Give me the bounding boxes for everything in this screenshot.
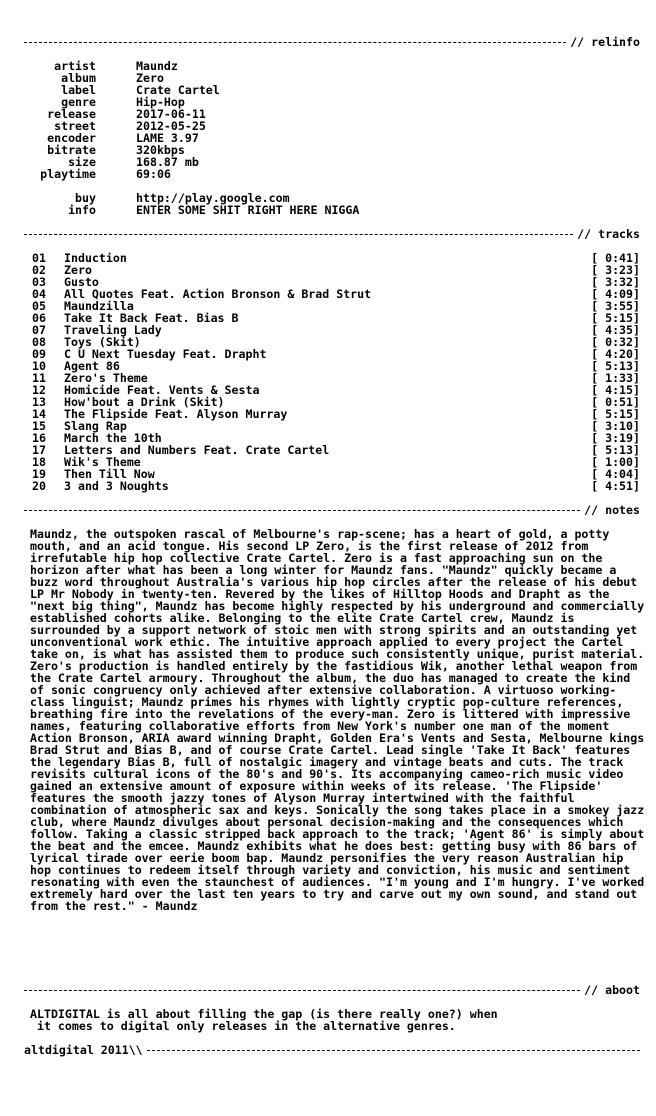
footer-divider (24, 1044, 640, 1056)
track-number: 09 (32, 347, 46, 361)
track-row (32, 264, 640, 276)
info-value: LAME 3.97 (136, 131, 199, 145)
track-number: 03 (32, 275, 46, 289)
track-number: 07 (32, 323, 46, 337)
track-title: Wik's Theme (64, 455, 141, 469)
track-duration: [ 0:51] (591, 395, 640, 409)
track-number: 17 (32, 443, 46, 457)
track-duration: [ 4:15] (591, 383, 640, 397)
info-key: playtime (40, 167, 96, 181)
track-duration: [ 5:15] (591, 407, 640, 421)
info-key: genre (61, 95, 96, 109)
track-row (32, 480, 640, 492)
track-duration: [ 3:23] (591, 263, 640, 277)
info-key: release (47, 107, 96, 121)
info-row (30, 60, 220, 72)
track-title: The Flipside Feat. Alyson Murray (64, 407, 288, 421)
dash-line (24, 990, 580, 991)
info-value: Maundz (136, 59, 178, 73)
notes-divider (24, 504, 640, 516)
dash-line (147, 1050, 640, 1051)
track-duration: [ 5:13] (591, 443, 640, 457)
track-number: 18 (32, 455, 46, 469)
track-duration: [ 4:51] (591, 479, 640, 493)
track-title: Maundzilla (64, 299, 134, 313)
track-duration: [ 4:35] (591, 323, 640, 337)
track-list (32, 252, 640, 492)
track-row (32, 348, 640, 360)
track-title: Letters and Numbers Feat. Crate Cartel (64, 443, 330, 457)
about-divider (24, 984, 640, 996)
notes-text: Maundz, the outspoken rascal of Melbourne's rap-scene; has a heart of gold, a potty mouth, and an acid tongue. His second LP Zero, is the first release of 2012 from irrefutable hip hop collective Crate Cartel. Zero is a fast approaching sun on the horizon after what has been a long winter for Maundz fans. "Maundz" quickly became a buzz word throughout Australia's various hip hop circles after the release of his debut LP Mr Nobody in twenty-ten. Revered by the likes of Hilltop Hoods and Drapht as the "next big thing", Maundz has become highly respected by his underground and commercially established cohorts alike. Belonging to the elite Crate Cartel crew, Maundz is surrounded by a support network of stoic men with strong spirits and an outstanding yet unconventional work ethic. The intuitive approach applied to every project the Cartel take on, is what has assisted them to produce such consistently unique, purist material. Zero's production is handled entirely by the fastidious Wik, another lethal weapon from the Crate Cartel armoury. Throughout the album, the duo has managed to create the kind of sonic congruency only achieved after extensive collaboration. A virtuoso working-class linguist; Maundz primes his rhymes with lightly cryptic pop-culture references, breathing fire into the revelations of the every-man. Zero is littered with impressive names, featuring collaborative efforts from New York's number one man of the moment Action Bronson, ARIA award winning Drapht, Golden Era's Vents and Sesta, Melbourne kings Brad Strut and Bias B, and of course Crate Cartel. Lead single 'Take It Back' features the legendary Bias B, full of nostalgic imagery and vintage beats and cuts. The track revisits cultural icons of the 80's and 90's. Its accompanying cameo-rich music video gained an extensive amount of exposure within weeks of its release. 'The Flipside' features the smooth jazzy tones of Alyson Murray intertwined with the faithful combination of atmospheric sax and keys. Sonically the song takes place in a smokey jazz club, where Maundz divulges about personal decision-making and the consequences which follow. Taking a classic stripped back approach to the track; 'Agent 86' is simply about the beat and the emcee. Maundz exhibits what he does best: getting busy with 86 bars of lyrical tirade over eerie boom bap. Maundz personifies the very reason Australian hip hop continues to redeem itself through variety and conviction, his music and sentiment resonating with even the staunchest of audiences. "I'm young and I'm hungry. I've worked extremely hard over the last ten years to try and carve out my own sound, and stand out from the rest." - Maundz (30, 527, 645, 913)
track-number: 04 (32, 287, 46, 301)
track-duration: [ 4:09] (591, 287, 640, 301)
tracks-heading: // tracks (577, 227, 640, 241)
info-value: 2017-06-11 (136, 107, 206, 121)
relinfo-heading: // relinfo (570, 35, 640, 49)
track-duration: [ 1:33] (591, 371, 640, 385)
track-number: 19 (32, 467, 46, 481)
info-key: label (61, 83, 96, 97)
info-value: Crate Cartel (136, 83, 220, 97)
track-title: Homicide Feat. Vents & Sesta (64, 383, 260, 397)
info-row (30, 84, 220, 96)
track-number: 10 (32, 359, 46, 373)
relinfo-extra (30, 192, 359, 216)
relinfo-fields (30, 60, 220, 180)
track-number: 20 (32, 479, 46, 493)
track-duration: [ 0:41] (591, 251, 640, 265)
track-number: 16 (32, 431, 46, 445)
info-key: encoder (47, 131, 96, 145)
info-row (30, 204, 359, 216)
info-key: size (68, 155, 96, 169)
track-duration: [ 4:20] (591, 347, 640, 361)
track-duration: [ 4:04] (591, 467, 640, 481)
info-key: info (68, 203, 96, 217)
track-number: 12 (32, 383, 46, 397)
track-number: 05 (32, 299, 46, 313)
info-value: ENTER SOME SHIT RIGHT HERE NIGGA (136, 203, 360, 217)
track-title: Toys (Skit) (64, 335, 141, 349)
track-number: 14 (32, 407, 46, 421)
info-value: 168.87 mb (136, 155, 199, 169)
info-key: bitrate (47, 143, 96, 157)
track-number: 02 (32, 263, 46, 277)
info-value: 69:06 (136, 167, 171, 181)
track-number: 01 (32, 251, 46, 265)
info-row (30, 168, 220, 180)
info-value: 2012-05-25 (136, 119, 206, 133)
dash-line (24, 42, 566, 43)
info-value: Zero (136, 71, 164, 85)
tracks-divider (24, 228, 640, 240)
track-number: 11 (32, 371, 46, 385)
track-number: 13 (32, 395, 46, 409)
track-title: C U Next Tuesday Feat. Drapht (64, 347, 267, 361)
track-duration: [ 0:32] (591, 335, 640, 349)
info-value: http://play.google.com (136, 191, 290, 205)
track-title: Induction (64, 251, 127, 265)
about-heading: // aboot (584, 983, 640, 997)
track-number: 15 (32, 419, 46, 433)
track-title: Zero's Theme (64, 371, 148, 385)
track-title: How'bout a Drink (Skit) (64, 395, 225, 409)
info-key: album (61, 71, 96, 85)
track-duration: [ 5:13] (591, 359, 640, 373)
track-duration: [ 3:10] (591, 419, 640, 433)
track-title: Agent 86 (64, 359, 120, 373)
track-title: Zero (64, 263, 92, 277)
track-title: Gusto (64, 275, 99, 289)
track-duration: [ 3:55] (591, 299, 640, 313)
track-number: 08 (32, 335, 46, 349)
track-title: March the 10th (64, 431, 162, 445)
info-value: Hip-Hop (136, 95, 185, 109)
track-title: Take It Back Feat. Bias B (64, 311, 239, 325)
info-value: 320kbps (136, 143, 185, 157)
about-text: ALTDIGITAL is all about filling the gap (is there really one?) when it comes to digital only releases in the alternative genres. (30, 1007, 498, 1033)
relinfo-divider (24, 36, 640, 48)
track-number: 06 (32, 311, 46, 325)
footer-label: altdigital 2011\\ (24, 1043, 143, 1057)
info-key: artist (54, 59, 96, 73)
track-title: Then Till Now (64, 467, 155, 481)
track-title: 3 and 3 Noughts (64, 479, 169, 493)
info-key: street (54, 119, 96, 133)
track-duration: [ 1:00] (591, 455, 640, 469)
track-duration: [ 3:32] (591, 275, 640, 289)
notes-heading: // notes (584, 503, 640, 517)
track-duration: [ 3:19] (591, 431, 640, 445)
track-title: Slang Rap (64, 419, 127, 433)
track-row (32, 252, 640, 264)
track-title: Traveling Lady (64, 323, 162, 337)
dash-line (24, 510, 580, 511)
dash-line (24, 234, 573, 235)
info-key: buy (75, 191, 96, 205)
track-title: All Quotes Feat. Action Bronson & Brad Strut (64, 287, 372, 301)
track-duration: [ 5:15] (591, 311, 640, 325)
